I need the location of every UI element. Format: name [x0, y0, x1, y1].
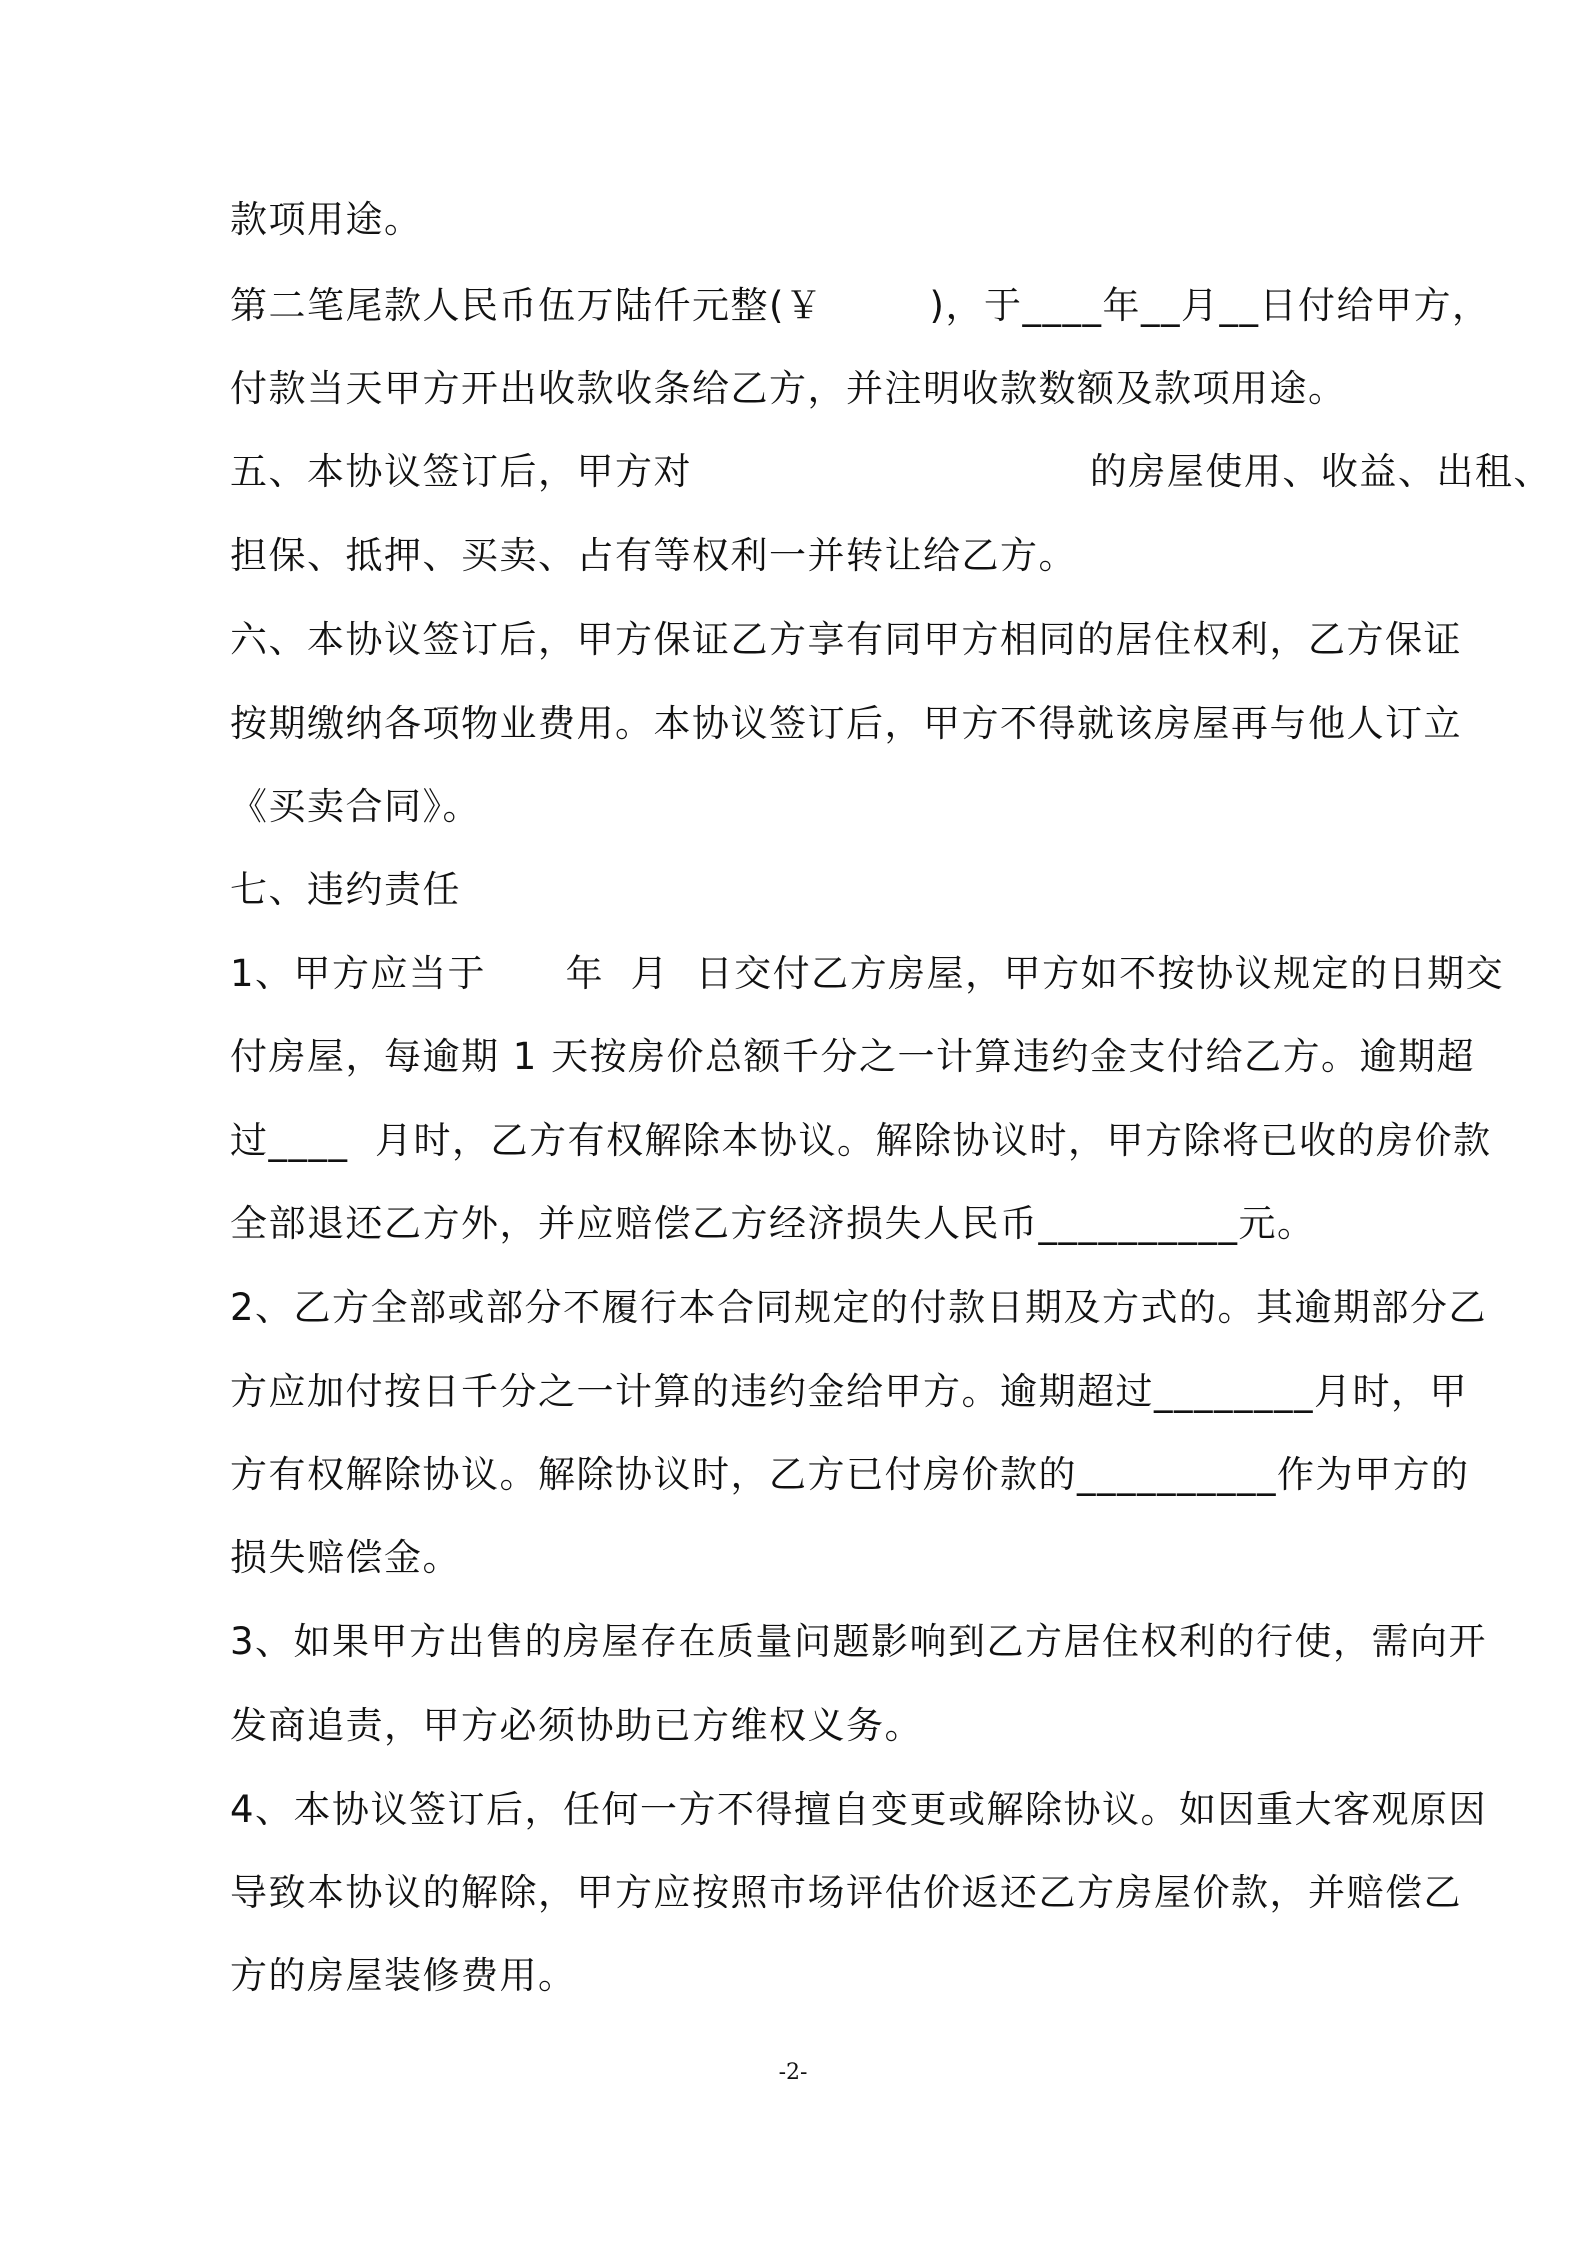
text-line: 全部退还乙方外，并应赔偿乙方经济损失人民币__________元。 — [230, 1202, 1316, 1245]
text-line: 第二笔尾款人民币伍万陆仟元整(￥ )，于____年__月__日付给甲方， — [230, 284, 1491, 327]
text-line: 方的房屋装修费用。 — [230, 1954, 577, 1997]
text-line: 《买卖合同》。 — [230, 785, 481, 828]
text-line: 方有权解除协议。解除协议时，乙方已付房价款的__________作为甲方的 — [230, 1453, 1470, 1496]
text-line: 付房屋，每逾期 1 天按房价总额千分之一计算违约金支付给乙方。逾期超 — [230, 1035, 1476, 1078]
text-line: 六、本协议签订后，甲方保证乙方享有同甲方相同的居住权利，乙方保证 — [230, 618, 1462, 661]
text-line: 付款当天甲方开出收款收条给乙方，并注明收款数额及款项用途。 — [230, 367, 1347, 410]
text-line: 4、本协议签订后，任何一方不得擅自变更或解除协议。如因重大客观原因 — [230, 1788, 1488, 1831]
text-line: 3、如果甲方出售的房屋存在质量问题影响到乙方居住权利的行使，需向开 — [230, 1620, 1488, 1663]
text-line: 过____ 月时，乙方有权解除本协议。解除协议时，甲方除将已收的房价款 — [230, 1119, 1492, 1162]
text-line: 五、本协议签订后，甲方对 的房屋使用、收益、出租、 — [230, 450, 1552, 493]
text-line: 导致本协议的解除，甲方应按照市场评估价返还乙方房屋价款，并赔偿乙 — [230, 1871, 1462, 1914]
text-line: 按期缴纳各项物业费用。本协议签订后，甲方不得就该房屋再与他人订立 — [230, 702, 1462, 745]
text-line: 1、甲方应当于 年 月 日交付乙方房屋，甲方如不按协议规定的日期交 — [230, 952, 1505, 995]
text-line: 方应加付按日千分之一计算的违约金给甲方。逾期超过________月时，甲 — [230, 1370, 1468, 1413]
text-line: 发商追责，甲方必须协助已方维权义务。 — [230, 1704, 923, 1747]
section-heading: 七、违约责任 — [230, 868, 461, 911]
page-number: -2- — [778, 2060, 808, 2085]
text-line: 担保、抵押、买卖、占有等权利一并转让给乙方。 — [230, 534, 1077, 577]
text-line: 款项用途。 — [230, 198, 423, 241]
text-line: 损失赔偿金。 — [230, 1536, 461, 1579]
text-line: 2、乙方全部或部分不履行本合同规定的付款日期及方式的。其逾期部分乙 — [230, 1286, 1488, 1329]
